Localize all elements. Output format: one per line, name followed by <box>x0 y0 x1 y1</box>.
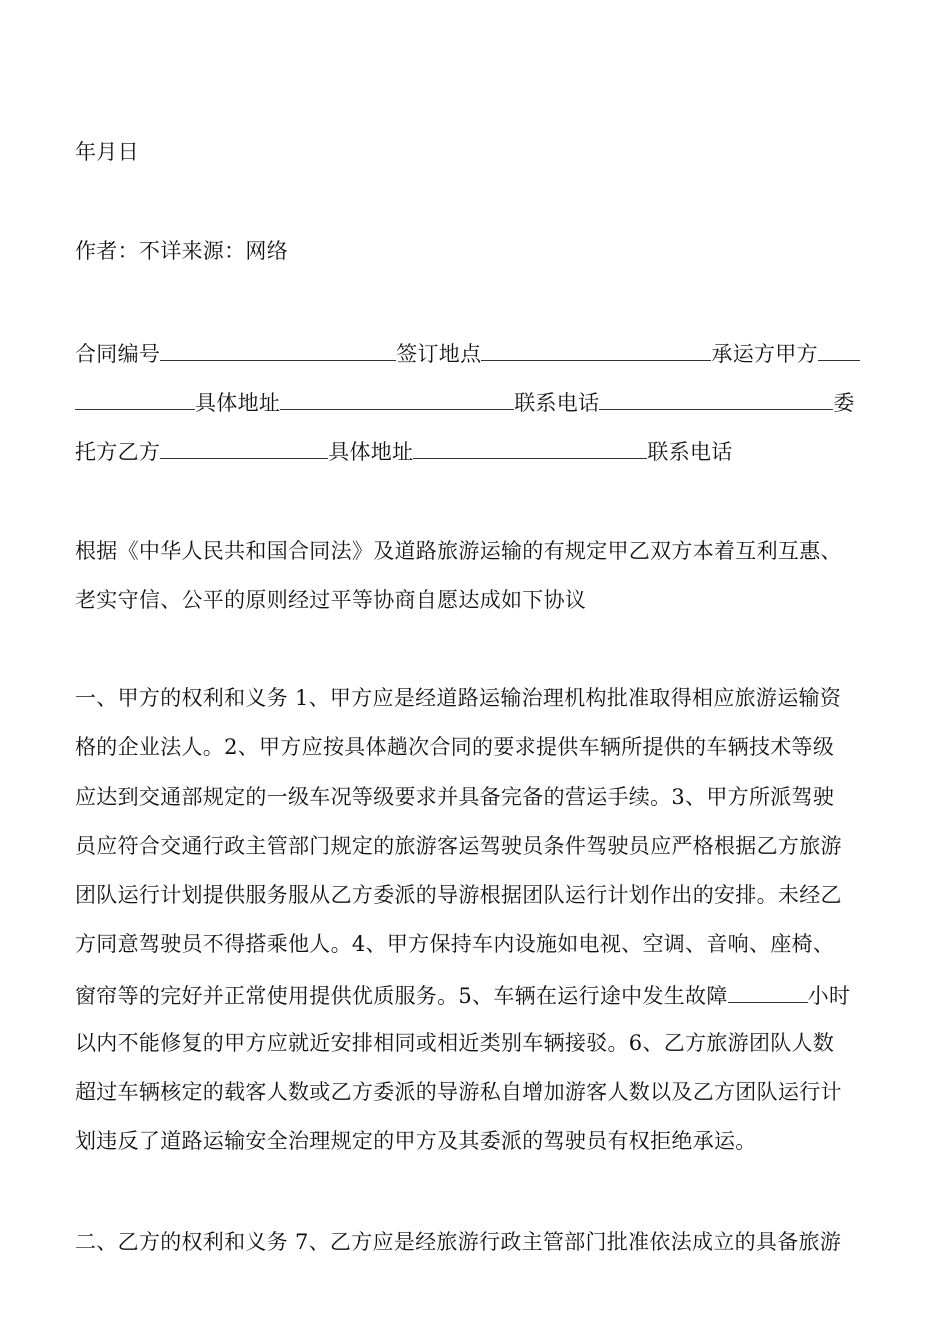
section1-line: 方同意驾驶员不得搭乘他人。4、甲方保持车内设施如电视、空调、音响、座椅、 <box>75 932 835 956</box>
phone-a-label: 联系电话 <box>514 391 600 415</box>
repair-hours-blank[interactable] <box>728 984 808 1003</box>
preamble-line-2: 老实守信、公平的原则经过平等协商自愿达成如下协议 <box>75 588 587 612</box>
phone-a-blank[interactable] <box>599 391 833 410</box>
address-a-blank[interactable] <box>280 391 514 410</box>
contract-no-blank[interactable] <box>160 342 396 361</box>
phone-b-label: 联系电话 <box>647 440 733 464</box>
contract-info-line-2 <box>75 391 855 414</box>
sign-place-blank[interactable] <box>481 342 711 361</box>
section1-line: 应达到交通部规定的一级车况等级要求并具备完备的营运手续。3、甲方所派驾驶 <box>75 785 835 809</box>
contract-no-label: 合同编号 <box>75 342 161 366</box>
address-b-label: 具体地址 <box>328 440 414 464</box>
hours-label: 小时 <box>807 984 851 1008</box>
address-a-label: 具体地址 <box>195 391 281 415</box>
address-b-blank[interactable] <box>413 440 647 459</box>
section1-line: 一、甲方的权利和义务 1、甲方应是经道路运输治理机构批准取得相应旅游运输资 <box>75 686 842 710</box>
section1-line-with-blank <box>75 984 850 1007</box>
client-label-part2: 托方乙方 <box>75 440 161 464</box>
section1-text: 窗帘等的完好并正常使用提供优质服务。5、车辆在运行途中发生故障 <box>75 984 728 1008</box>
carrier-party-a-blank-cont[interactable] <box>75 391 195 410</box>
client-label-part1: 委 <box>833 391 855 415</box>
date-line: 年月日 <box>75 140 139 164</box>
carrier-party-a-label: 承运方甲方 <box>711 342 818 366</box>
client-party-b-blank[interactable] <box>160 440 328 459</box>
contract-info-line-3 <box>75 440 733 463</box>
section1-line: 以内不能修复的甲方应就近安排相同或相近类别车辆接驳。6、乙方旅游团队人数 <box>75 1031 835 1055</box>
contract-info-line-1 <box>75 342 860 365</box>
preamble-line-1: 根据《中华人民共和国合同法》及道路旅游运输的有规定甲乙双方本着互利互惠、 <box>75 539 842 563</box>
section1-line: 员应符合交通行政主管部门规定的旅游客运驾驶员条件驾驶员应严格根据乙方旅游 <box>75 834 842 858</box>
carrier-party-a-blank[interactable] <box>818 342 860 361</box>
section2-line-1: 二、乙方的权利和义务 7、乙方应是经旅游行政主管部门批准依法成立的具备旅游 <box>75 1230 842 1254</box>
section1-line: 超过车辆核定的载客人数或乙方委派的导游私自增加游客人数以及乙方团队运行计 <box>75 1080 842 1104</box>
author-source-line: 作者：不详来源：网络 <box>75 239 288 263</box>
section1-line: 划违反了道路运输安全治理规定的甲方及其委派的驾驶员有权拒绝承运。 <box>75 1129 757 1153</box>
section1-line: 格的企业法人。2、甲方应按具体趟次合同的要求提供车辆所提供的车辆技术等级 <box>75 735 835 759</box>
sign-place-label: 签订地点 <box>396 342 482 366</box>
section1-line: 团队运行计划提供服务服从乙方委派的导游根据团队运行计划作出的安排。未经乙 <box>75 883 842 907</box>
